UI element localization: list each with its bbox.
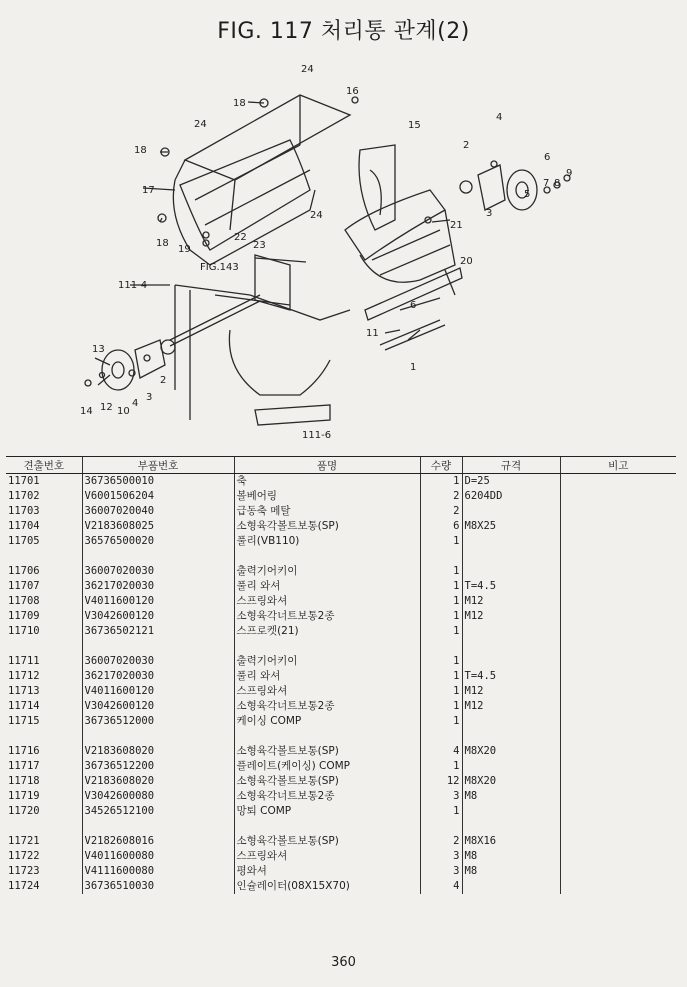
cell-qty <box>420 549 462 564</box>
cell-spec: M12 <box>462 684 560 699</box>
callout-13: 13 <box>92 344 105 355</box>
cell-part-name: 소형육각너트보통2종 <box>234 699 420 714</box>
table-row <box>6 624 676 639</box>
cell-qty: 1 <box>420 624 462 639</box>
cell-part-number: 36736512000 <box>82 714 234 729</box>
cell-part-name: 소형육각볼트보통(SP) <box>234 744 420 759</box>
cell-note <box>560 744 676 759</box>
callout-4-left: 4 <box>132 398 139 409</box>
cell-part-number: V4111600080 <box>82 864 234 879</box>
cell-spec: M12 <box>462 594 560 609</box>
cell-note <box>560 849 676 864</box>
cell-qty: 1 <box>420 804 462 819</box>
cell-note <box>560 654 676 669</box>
header-qty: 수량 <box>420 457 462 474</box>
cell-part-name: 인슐레이터(08X15X70) <box>234 879 420 894</box>
cell-qty <box>420 639 462 654</box>
cell-part-number <box>82 729 234 744</box>
callout-24-mid: 24 <box>310 210 323 221</box>
cell-note <box>560 504 676 519</box>
cell-spec: M8X16 <box>462 834 560 849</box>
cell-part-number: V2182608016 <box>82 834 234 849</box>
cell-qty: 4 <box>420 879 462 894</box>
cell-spec: D=25 <box>462 474 560 490</box>
cell-ref: 11713 <box>8 685 40 697</box>
cell-part-name: 풀리 와셔 <box>234 669 420 684</box>
cell-part-number: V3042600120 <box>82 609 234 624</box>
cell-part-number: V4011600080 <box>82 849 234 864</box>
cell-qty: 1 <box>420 714 462 729</box>
cell-note <box>560 609 676 624</box>
cell-spec: M8 <box>462 789 560 804</box>
cell-note <box>560 534 676 549</box>
cell-part-name: 플레이트(케이싱) COMP <box>234 759 420 774</box>
cell-ref: 11712 <box>8 670 40 682</box>
cell-ref: 11720 <box>8 805 40 817</box>
table-row <box>6 519 676 534</box>
callout-21: 21 <box>450 220 463 231</box>
cell-ref: 11719 <box>8 790 40 802</box>
cell-ref: 11721 <box>8 835 40 847</box>
cell-note <box>560 579 676 594</box>
cell-spec <box>462 639 560 654</box>
cell-qty: 1 <box>420 699 462 714</box>
table-row <box>6 609 676 624</box>
cell-part-number: V2183608020 <box>82 744 234 759</box>
figure-title: FIG. 117 처리통 관계(2) <box>217 19 470 44</box>
callout-3-left: 3 <box>146 392 153 403</box>
callout-23: 23 <box>253 240 266 251</box>
cell-part-name <box>234 549 420 564</box>
callout-6-low: 6 <box>410 300 417 311</box>
callout-14: 14 <box>80 406 93 417</box>
callout-1: 1 <box>410 362 417 373</box>
cell-spec: M8X25 <box>462 519 560 534</box>
cell-part-number: 36736510030 <box>82 879 234 894</box>
cell-note <box>560 699 676 714</box>
cell-part-number: V4011600120 <box>82 594 234 609</box>
cell-qty: 1 <box>420 534 462 549</box>
cell-qty: 1 <box>420 654 462 669</box>
cell-note <box>560 669 676 684</box>
callout-111-6: 111-6 <box>302 430 332 441</box>
cell-part-number: V6001506204 <box>82 489 234 504</box>
cell-note <box>560 624 676 639</box>
cell-spec <box>462 534 560 549</box>
header-part-name: 품명 <box>234 457 420 474</box>
cell-ref <box>6 549 82 564</box>
cell-qty: 1 <box>420 669 462 684</box>
cell-spec <box>462 549 560 564</box>
cell-note <box>560 729 676 744</box>
cell-qty <box>420 819 462 834</box>
table-row <box>6 489 676 504</box>
cell-ref: 11714 <box>8 700 40 712</box>
callout-10: 10 <box>117 406 130 417</box>
cell-part-number: V3042600080 <box>82 789 234 804</box>
cell-spec <box>462 714 560 729</box>
callout-11: 11 <box>366 328 379 339</box>
cell-qty: 2 <box>420 504 462 519</box>
cell-ref: 11718 <box>8 775 40 787</box>
cell-note <box>560 819 676 834</box>
callout-111-4: 111-4 <box>118 280 148 291</box>
cell-part-name: 볼베어링 <box>234 489 420 504</box>
cell-qty: 1 <box>420 684 462 699</box>
cell-part-number: 36217020030 <box>82 669 234 684</box>
callout-7: 7 <box>543 178 550 189</box>
cell-part-name <box>234 639 420 654</box>
cell-ref: 11722 <box>8 850 40 862</box>
cell-ref: 11710 <box>8 625 40 637</box>
cell-ref: 11702 <box>8 490 40 502</box>
cell-ref <box>6 639 82 654</box>
callout-5: 5 <box>524 189 531 200</box>
table-row <box>6 759 676 774</box>
cell-note <box>560 639 676 654</box>
cell-spec: M12 <box>462 699 560 714</box>
table-row <box>6 669 676 684</box>
callout-12: 12 <box>100 402 113 413</box>
cell-part-number: V2183608020 <box>82 774 234 789</box>
callout-4-right: 4 <box>496 112 503 123</box>
cell-qty: 1 <box>420 594 462 609</box>
cell-ref: 11724 <box>8 880 40 892</box>
table-row <box>6 699 676 714</box>
callout-15: 15 <box>408 120 421 131</box>
table-row <box>6 594 676 609</box>
cell-ref: 11707 <box>8 580 40 592</box>
table-spacer-row <box>6 819 676 834</box>
cell-note <box>560 519 676 534</box>
cell-part-number <box>82 819 234 834</box>
cell-note <box>560 834 676 849</box>
cell-ref: 11704 <box>8 520 40 532</box>
cell-part-number: 36736512200 <box>82 759 234 774</box>
cell-part-name: 소형육각볼트보통(SP) <box>234 774 420 789</box>
cell-qty: 1 <box>420 474 462 490</box>
cell-part-name: 축 <box>234 474 420 490</box>
cell-part-name: 소형육각너트보통2종 <box>234 789 420 804</box>
cell-ref: 11723 <box>8 865 40 877</box>
cell-note <box>560 759 676 774</box>
table-spacer-row <box>6 639 676 654</box>
cell-spec <box>462 564 560 579</box>
table-row <box>6 774 676 789</box>
table-row <box>6 744 676 759</box>
cell-spec: T=4.5 <box>462 669 560 684</box>
cell-spec <box>462 804 560 819</box>
callout-20: 20 <box>460 256 473 267</box>
cell-part-name: 스프링와셔 <box>234 684 420 699</box>
cell-part-name: 출력기어키이 <box>234 564 420 579</box>
cell-spec <box>462 504 560 519</box>
table-spacer-row <box>6 549 676 564</box>
cell-spec <box>462 879 560 894</box>
cell-qty: 6 <box>420 519 462 534</box>
cell-qty: 12 <box>420 774 462 789</box>
callout-2-right: 2 <box>463 140 470 151</box>
cell-part-name: 풀리 와셔 <box>234 579 420 594</box>
callout-6-right: 6 <box>544 152 551 163</box>
cell-part-name: 스프링와셔 <box>234 594 420 609</box>
cell-part-name: 소형육각너트보통2종 <box>234 609 420 624</box>
cell-spec: M8 <box>462 849 560 864</box>
cell-spec <box>462 819 560 834</box>
cell-note <box>560 774 676 789</box>
cell-ref: 11717 <box>8 760 40 772</box>
callout-8: 8 <box>554 178 561 189</box>
cell-ref: 11703 <box>8 505 40 517</box>
cell-qty <box>420 729 462 744</box>
table-row <box>6 684 676 699</box>
cell-part-number: 36007020030 <box>82 654 234 669</box>
cell-qty: 1 <box>420 579 462 594</box>
table-row <box>6 654 676 669</box>
cell-spec: M8X20 <box>462 744 560 759</box>
cell-spec: M8 <box>462 864 560 879</box>
cell-note <box>560 489 676 504</box>
table-row <box>6 864 676 879</box>
cell-part-number: 36736500010 <box>82 474 234 490</box>
cell-part-number: V3042600120 <box>82 699 234 714</box>
exploded-parts-diagram <box>0 40 687 452</box>
table-row <box>6 714 676 729</box>
cell-part-number: 36217020030 <box>82 579 234 594</box>
cell-ref: 11716 <box>8 745 40 757</box>
cell-note <box>560 879 676 894</box>
table-row <box>6 504 676 519</box>
page-number: 360 <box>331 955 356 970</box>
cell-spec: M12 <box>462 609 560 624</box>
cell-qty: 1 <box>420 609 462 624</box>
cell-ref: 11715 <box>8 715 40 727</box>
cell-note <box>560 594 676 609</box>
callout-16: 16 <box>346 86 359 97</box>
table-row <box>6 564 676 579</box>
table-row <box>6 789 676 804</box>
header-part-number: 부품번호 <box>82 457 234 474</box>
table-row <box>6 804 676 819</box>
cell-spec: 6204DD <box>462 489 560 504</box>
cell-qty: 1 <box>420 564 462 579</box>
cell-ref: 11709 <box>8 610 40 622</box>
cell-note <box>560 714 676 729</box>
cell-part-number: 36007020030 <box>82 564 234 579</box>
cell-note <box>560 474 676 490</box>
cell-ref <box>6 819 82 834</box>
callout-18-top: 18 <box>233 98 246 109</box>
cell-note <box>560 804 676 819</box>
cell-ref: 11711 <box>8 655 40 667</box>
cell-ref: 11705 <box>8 535 40 547</box>
table-row <box>6 579 676 594</box>
table-row <box>6 879 676 894</box>
cell-ref: 11708 <box>8 595 40 607</box>
cell-part-name <box>234 819 420 834</box>
cell-spec: M8X20 <box>462 774 560 789</box>
cell-part-name: 급동축 메탈 <box>234 504 420 519</box>
cell-part-name: 케이싱 COMP <box>234 714 420 729</box>
table-row <box>6 849 676 864</box>
header-spec: 규격 <box>462 457 560 474</box>
callout-18-left: 18 <box>134 145 147 156</box>
table-spacer-row <box>6 729 676 744</box>
cell-ref <box>6 729 82 744</box>
cell-qty: 4 <box>420 744 462 759</box>
cell-note <box>560 864 676 879</box>
parts-table <box>6 456 676 894</box>
cell-part-number: 36576500020 <box>82 534 234 549</box>
header-ref: 견출번호 <box>6 457 82 474</box>
callout-18-low: 18 <box>156 238 169 249</box>
cell-part-number <box>82 639 234 654</box>
callout-22: 22 <box>234 232 247 243</box>
cell-qty: 3 <box>420 849 462 864</box>
callout-fig143: FIG.143 <box>200 262 239 273</box>
cell-ref: 11701 <box>8 475 40 487</box>
cell-spec: T=4.5 <box>462 579 560 594</box>
table-row <box>6 834 676 849</box>
cell-spec <box>462 654 560 669</box>
header-note: 비고 <box>560 457 676 474</box>
cell-part-name: 스프로켓(21) <box>234 624 420 639</box>
callout-3-right: 3 <box>486 208 493 219</box>
cell-qty: 2 <box>420 489 462 504</box>
callout-2-left: 2 <box>160 375 167 386</box>
cell-part-name: 풀리(VB110) <box>234 534 420 549</box>
cell-qty: 1 <box>420 759 462 774</box>
cell-part-name: 평와셔 <box>234 864 420 879</box>
cell-part-number <box>82 549 234 564</box>
cell-spec <box>462 729 560 744</box>
cell-qty: 3 <box>420 789 462 804</box>
cell-note <box>560 684 676 699</box>
cell-part-number: 34526512100 <box>82 804 234 819</box>
cell-note <box>560 564 676 579</box>
cell-part-name <box>234 729 420 744</box>
cell-part-name: 소형육각볼트보통(SP) <box>234 519 420 534</box>
cell-qty: 2 <box>420 834 462 849</box>
cell-spec <box>462 624 560 639</box>
cell-part-name: 출력기어키이 <box>234 654 420 669</box>
cell-spec <box>462 759 560 774</box>
cell-part-number: V4011600120 <box>82 684 234 699</box>
cell-part-name: 망퇴 COMP <box>234 804 420 819</box>
table-header-row <box>6 457 676 474</box>
callout-17: 17 <box>142 185 155 196</box>
cell-part-name: 소형육각볼트보통(SP) <box>234 834 420 849</box>
cell-part-number: V2183608025 <box>82 519 234 534</box>
callout-24-left: 24 <box>194 119 207 130</box>
cell-qty: 3 <box>420 864 462 879</box>
callout-24-top: 24 <box>301 64 314 75</box>
cell-part-number: 36736502121 <box>82 624 234 639</box>
cell-note <box>560 789 676 804</box>
cell-ref: 11706 <box>8 565 40 577</box>
table-row <box>6 474 676 490</box>
cell-part-number: 36007020040 <box>82 504 234 519</box>
callout-19: 19 <box>178 244 191 255</box>
table-row <box>6 534 676 549</box>
cell-part-name: 스프링와셔 <box>234 849 420 864</box>
callout-9: 9 <box>566 168 573 179</box>
cell-note <box>560 549 676 564</box>
